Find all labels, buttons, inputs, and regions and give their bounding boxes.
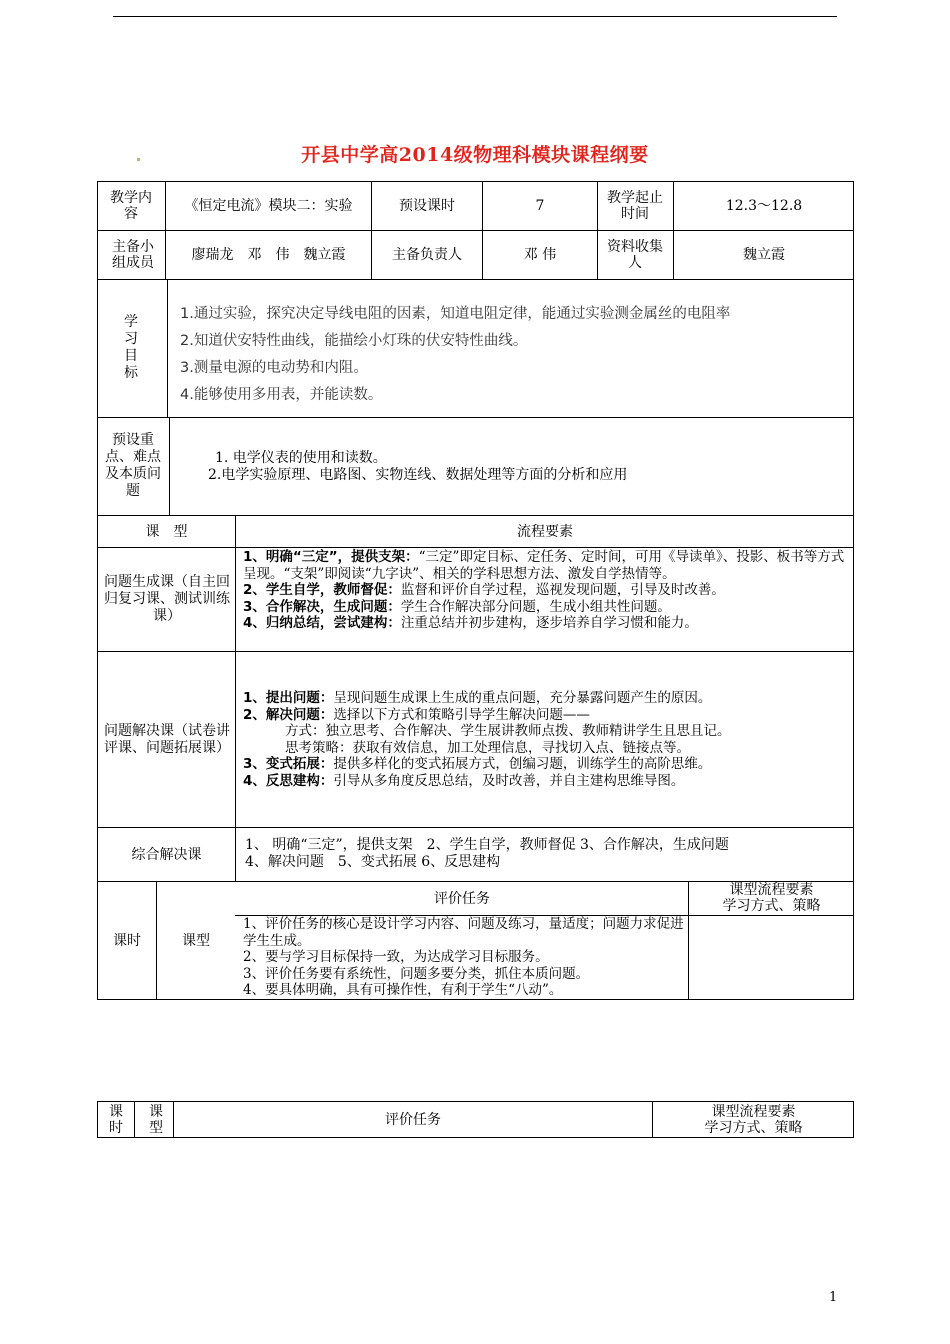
key-point-item: 2.电学实验原理、电路图、实物连线、数据处理等方面的分析和应用 — [208, 467, 628, 483]
page-number: 1 — [829, 1290, 838, 1305]
key-point-item: 1. 电学仪表的使用和读数。 — [215, 450, 387, 466]
row-divider — [97, 279, 854, 280]
label-group-members: 主备小组成员 — [112, 238, 154, 271]
label-course-problem-solving: 问题解决课（试卷讲评课、问题拓展课） — [104, 723, 230, 756]
eval-task-item: 4、要具体明确，具有可操作性，有利于学生“八动”。 — [243, 982, 563, 998]
bottom-col-type: 课型 — [149, 1103, 163, 1136]
value-group-members: 廖瑞龙 邓 伟 魏立霞 — [191, 246, 346, 263]
flow-item-heading: 1、明确“三定”，提供支架： — [243, 549, 419, 565]
row-divider — [97, 651, 854, 652]
goal-item: 2.知道伏安特性曲线，能描绘小灯珠的伏安特性曲线。 — [180, 333, 528, 349]
flow-item-text: 方式：独立思考、合作解决、学生展讲教师点拨、教师精讲学生且思且记。 — [285, 723, 731, 739]
course3-line: 4、解决问题 5、变式拓展 6、反思建构 — [245, 854, 501, 870]
flow-item-text: 选择以下方式和策略引导学生解决问题—— — [333, 706, 590, 723]
flow-item-text: 引导从多角度反思总结，及时改善，并自主建构思维导图。 — [333, 772, 685, 789]
eval-task-item: 1、评价任务的核心是设计学习内容、问题及练习，量适度；问题力求促进学生生成。 — [243, 916, 684, 949]
eval-task-list — [243, 916, 685, 999]
key-points-list — [208, 450, 848, 484]
eval-task-item: 3、评价任务要有系统性，问题多要分类，抓住本质问题。 — [243, 965, 590, 982]
label-lead: 主备负责人 — [392, 246, 462, 263]
flow-item — [243, 773, 849, 790]
flow-item-text: “三定”即定目标、定任务、定时间，可用《导读单》、投影、板书等方式呈现。“支架”即阅读“九字诀”、相关的学科思想方法、激发自学热情等。 — [243, 549, 845, 582]
flow-item-text: 学生合作解决部分问题，生成小组共性问题。 — [400, 598, 671, 615]
eval-col-type: 课型 — [182, 933, 210, 949]
flow-item — [243, 756, 849, 773]
header-course-type: 课 型 — [145, 523, 188, 540]
eval-flow-header-line: 课型流程要素 — [729, 882, 814, 898]
eval-col-hours: 课时 — [113, 933, 141, 949]
col-divider — [134, 1101, 135, 1138]
bottom-flow-header — [653, 1102, 854, 1137]
label-course-comprehensive: 综合解决课 — [131, 846, 202, 863]
flow-item — [243, 740, 849, 757]
value-material-collector: 魏立霞 — [743, 246, 785, 263]
value-preset-hours: 7 — [535, 197, 545, 214]
value-teaching-period: 12.3～12.8 — [725, 197, 803, 214]
label-teaching-period: 教学起止时间 — [607, 189, 663, 222]
flow-item — [243, 707, 849, 724]
flow-item-text: 注重总结并初步建构，逐步培养自学习惯和能力。 — [400, 615, 698, 631]
goal-item: 3.测量电源的电动势和内阻。 — [180, 360, 368, 376]
bottom-flow-header-line: 课型流程要素 — [711, 1103, 796, 1120]
col-divider — [167, 279, 168, 417]
flow-item — [243, 582, 849, 599]
flow-item-heading: 4、反思建构： — [243, 772, 334, 789]
eval-task-header: 评价任务 — [434, 890, 490, 907]
label-preset-hours: 预设课时 — [399, 197, 455, 214]
flow-item-heading: 2、解决问题： — [243, 706, 334, 723]
bottom-col-hours: 课时 — [109, 1103, 123, 1136]
row-divider — [97, 417, 854, 418]
header-flow-elements: 流程要素 — [517, 523, 573, 540]
flow-item — [243, 723, 849, 740]
flow-item-text: 思考策略：获取有效信息，加工处理信息，寻找切入点、链接点等。 — [285, 739, 690, 756]
value-lead: 邓 伟 — [523, 246, 557, 263]
col-divider — [169, 417, 170, 515]
flow-item-text: 监督和评价自学过程，巡视发现问题，引导及时改善。 — [400, 582, 725, 598]
flow-item-heading: 1、提出问题： — [243, 690, 334, 706]
flow-item — [243, 690, 849, 707]
course3-flow — [245, 837, 851, 871]
eval-flow-header — [689, 881, 854, 915]
label-key-points: 预设重点、难点及本质问题 — [105, 432, 161, 499]
label-learning-goals: 学习目标 — [124, 314, 138, 381]
flow-item — [243, 615, 849, 632]
label-teaching-content: 教学内容 — [110, 189, 152, 222]
goal-item: 4.能够使用多用表，并能读数。 — [180, 387, 383, 403]
flow-item-heading: 3、变式拓展： — [243, 756, 334, 772]
course1-flow — [243, 549, 849, 632]
course3-line: 1、 明确“三定”，提供支架 2、学生自学，教师督促 3、合作解决，生成问题 — [245, 837, 729, 853]
flow-item — [243, 599, 849, 616]
flow-item — [243, 549, 849, 582]
flow-item-text: 呈现问题生成课上生成的重点问题，充分暴露问题产生的原因。 — [333, 690, 712, 706]
row-divider — [97, 547, 854, 548]
value-teaching-content: 《恒定电流》模块二：实验 — [184, 197, 353, 214]
label-material-collector: 资料收集人 — [607, 238, 663, 271]
bottom-task-header: 评价任务 — [385, 1111, 441, 1128]
label-course-problem-generation: 问题生成课（自主回归复习课、测试训练课） — [104, 573, 230, 624]
course2-flow — [243, 690, 849, 789]
goal-item: 1.通过实验，探究决定导线电阻的因素，知道电阻定律，能通过实验测金属丝的电阻率 — [180, 306, 731, 322]
header-rule — [113, 16, 837, 17]
col-divider — [597, 181, 598, 279]
page-title: 开县中学高2014级物理科模块课程纲要 — [301, 144, 649, 166]
eval-flow-header-line: 学习方式、策略 — [722, 898, 821, 914]
flow-item-heading: 3、合作解决，生成问题： — [243, 598, 401, 615]
flow-item-heading: 2、学生自学，教师督促： — [243, 582, 401, 598]
bottom-flow-header-line: 学习方式、策略 — [704, 1119, 803, 1136]
flow-item-heading: 4、归纳总结，尝试建构： — [243, 615, 401, 631]
learning-goals-list — [180, 301, 850, 409]
eval-task-item: 2、要与学习目标保持一致，为达成学习目标服务。 — [243, 949, 549, 965]
flow-item-text: 提供多样化的变式拓展方式，创编习题，训练学生的高阶思维。 — [333, 756, 712, 772]
